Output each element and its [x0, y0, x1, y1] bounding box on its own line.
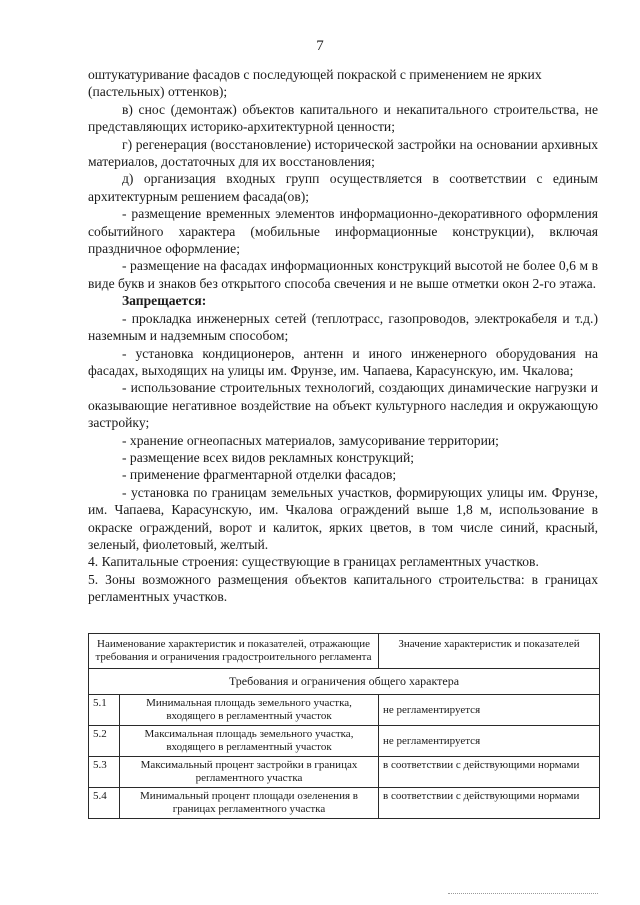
- row-value: в соответствии с действующими нормами: [379, 757, 600, 788]
- row-name: Максимальная площадь земельного участка, входящего в регламентный участок: [120, 726, 379, 757]
- scan-artifact-line: [448, 893, 598, 895]
- row-number: 5.2: [89, 726, 120, 757]
- paragraph: - хранение огнеопасных материалов, замусоривание территории;: [122, 432, 499, 448]
- row-name: Минимальная площадь земельного участка, входящего в регламентный участок: [120, 695, 379, 726]
- regulations-table: [88, 633, 600, 819]
- table-row: [89, 695, 600, 726]
- row-value: в соответствии с действующими нормами: [379, 788, 600, 819]
- table-section-row: [89, 669, 600, 695]
- body-text: [88, 66, 598, 606]
- paragraph: - размещение временных элементов информационно-декоративного оформления событийного характера (мобильные информационные конструкции), включая праздничное оформление;: [88, 206, 598, 257]
- table-row: [89, 726, 600, 757]
- paragraph: г) регенерация (восстановление) исторической застройки на основании архивных материалов, достаточных для их восстановления;: [88, 136, 598, 170]
- paragraph: - установка кондиционеров, антенн и иного инженерного оборудования на фасадах, выходящих на улицы им. Фрунзе, им. Чапаева, Карасунскую, им. Чкалова;: [88, 345, 598, 378]
- paragraph: (пастельных) оттенков);: [88, 84, 228, 100]
- row-number: 5.1: [89, 695, 120, 726]
- page-number: 7: [316, 38, 324, 54]
- paragraph: - применение фрагментарной отделки фасадов;: [122, 467, 397, 483]
- row-number: 5.3: [89, 757, 120, 788]
- table-header-value: Значение характеристик и показателей: [379, 634, 600, 669]
- paragraph: в) снос (демонтаж) объектов капитального и некапитального строительства, не представляющих историко-архитектурной ценности;: [88, 101, 598, 135]
- paragraph: - размещение всех видов рекламных конструкций;: [122, 449, 415, 465]
- row-name: Минимальный процент площади озеленения в границах регламентного участка: [120, 788, 379, 819]
- section-heading: Запрещается:: [122, 293, 207, 309]
- table-row: [89, 788, 600, 819]
- paragraph: оштукатуривание фасадов с последующей покраской с применением не ярких: [88, 67, 542, 82]
- paragraph: - прокладка инженерных сетей (теплотрасс, газопроводов, электрокабеля и т.д.) наземным и надземным способом;: [88, 310, 598, 344]
- row-number: 5.4: [89, 788, 120, 819]
- row-value: не регламентируется: [379, 726, 600, 757]
- table-header-name: Наименование характеристик и показателей, отражающие требования и ограничения градостроительного регламента: [89, 634, 379, 669]
- paragraph: - размещение на фасадах информационных конструкций высотой не более 0,6 м в виде букв и знаков без открытого способа свечения и не выше отметки окон 2-го этажа.: [88, 258, 598, 291]
- paragraph: - установка по границам земельных участков, формирующих улицы им. Фрунзе, им. Чапаева, Карасунскую, им. Чкалова ограждений выше 1,8 м, использование в окраске ограждений, ворот и калиток, ярких цветов, в том числе синий, красный, зеленый, фиолетовый, желтый.: [88, 484, 598, 552]
- paragraph: 4. Капитальные строения: существующие в границах регламентных участков.: [88, 554, 539, 570]
- row-name: Максимальный процент застройки в границах регламентного участка: [120, 757, 379, 788]
- paragraph: - использование строительных технологий, создающих динамические нагрузки и оказывающие негативное воздействие на объект культурного наследия и окружающую застройку;: [88, 380, 598, 431]
- paragraph: 5. Зоны возможного размещения объектов капитального строительства: в границах регламентных участков.: [88, 571, 598, 605]
- paragraph: д) организация входных групп осуществляется в соответствии с единым архитектурным решением фасада(ов);: [88, 171, 598, 204]
- table-header-row: [89, 634, 600, 669]
- table-row: [89, 757, 600, 788]
- table-section-title: Требования и ограничения общего характера: [89, 669, 600, 695]
- row-value: не регламентируется: [379, 695, 600, 726]
